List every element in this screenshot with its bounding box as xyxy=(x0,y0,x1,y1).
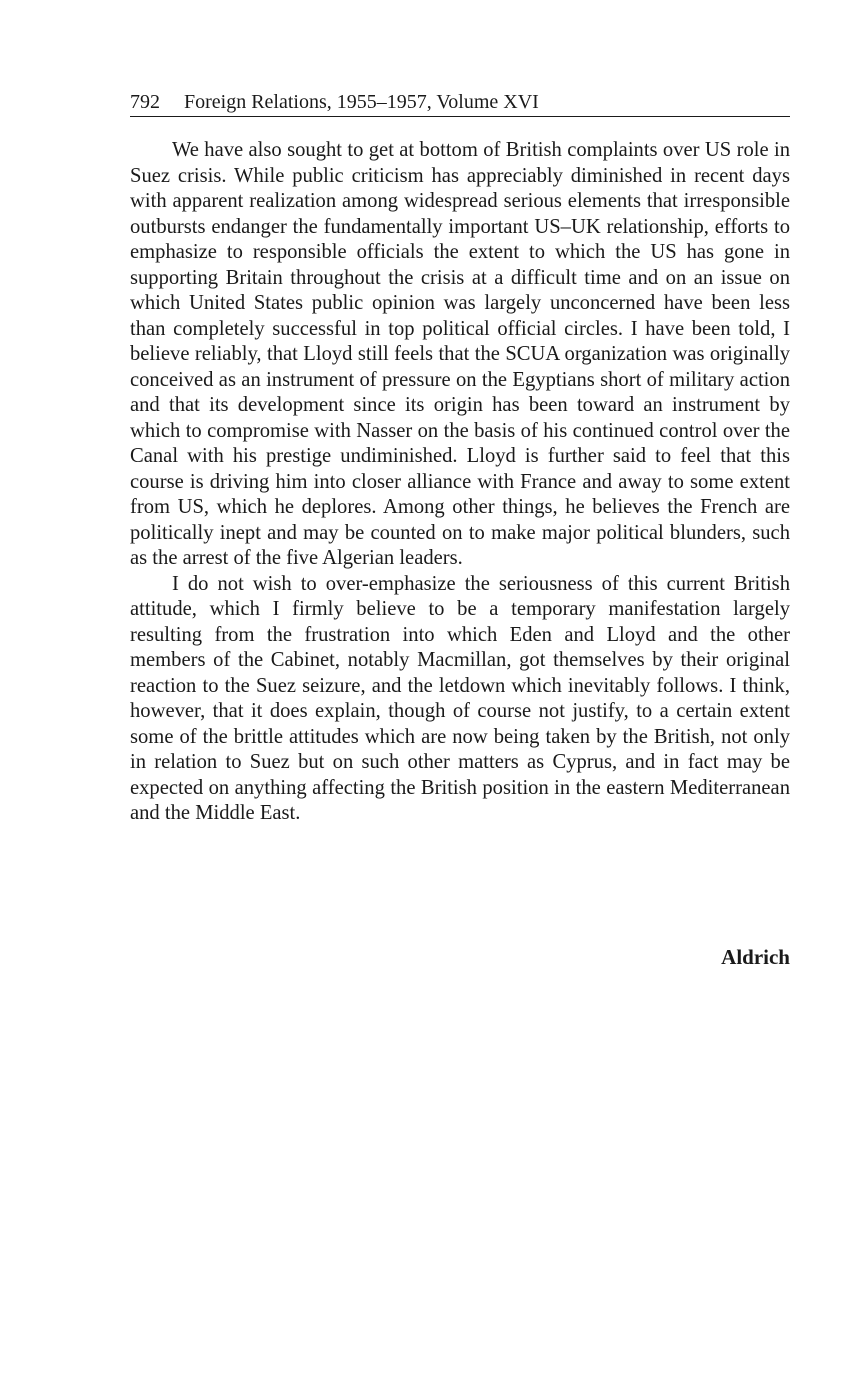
paragraph-2: I do not wish to over-emphasize the seriousness of this current British attitude, which I firmly believe to be a temporary manifestation largely resulting from the frustration into which Eden and Lloyd and the other members of the Cabinet, notably Macmillan, got themselves by their original reaction to the Suez seizure, and the letdown which inevitably follows. I think, however, that it does explain, though of course not justify, to a certain extent some of the brittle attitudes which are now being taken by the British, not only in relation to Suez but on such other matters as Cyprus, and in fact may be expected on anything affecting the British position in the eastern Mediterranean and the Middle East. xyxy=(130,572,790,824)
paragraph-1: We have also sought to get at bottom of British complaints over US role in Suez crisis. While public criticism has appreciably diminished in recent days with apparent realization among widespread serious elements that irresponsible outbursts endanger the fundamentally important US–UK relationship, efforts to emphasize to responsible officials the extent to which the US has gone in supporting Britain throughout the crisis at a difficult time and on an issue on which United States public opinion was largely unconcerned have been less than completely successful in top political official circles. I have been told, I believe reliably, that Lloyd still feels that the SCUA organization was originally conceived as an instrument of pressure on the Egyptians short of military action and that its development since its origin has been toward an instrument by which to compromise with Nasser on the basis of his continued control over the Canal with his prestige undiminished. Lloyd is further said to feel that this course is driving him into closer alliance with France and away to some extent from US, which he deplores. Among other things, he believes the French are politically inept and may be counted on to make major political blunders, such as the arrest of the five Algerian leaders. xyxy=(130,139,790,569)
page-number: 792 xyxy=(130,91,160,113)
body-text xyxy=(130,138,790,827)
running-head-title: Foreign Relations, 1955–1957, Volume XVI xyxy=(184,91,539,113)
running-head xyxy=(130,89,790,117)
signature: Aldrich xyxy=(721,945,790,969)
